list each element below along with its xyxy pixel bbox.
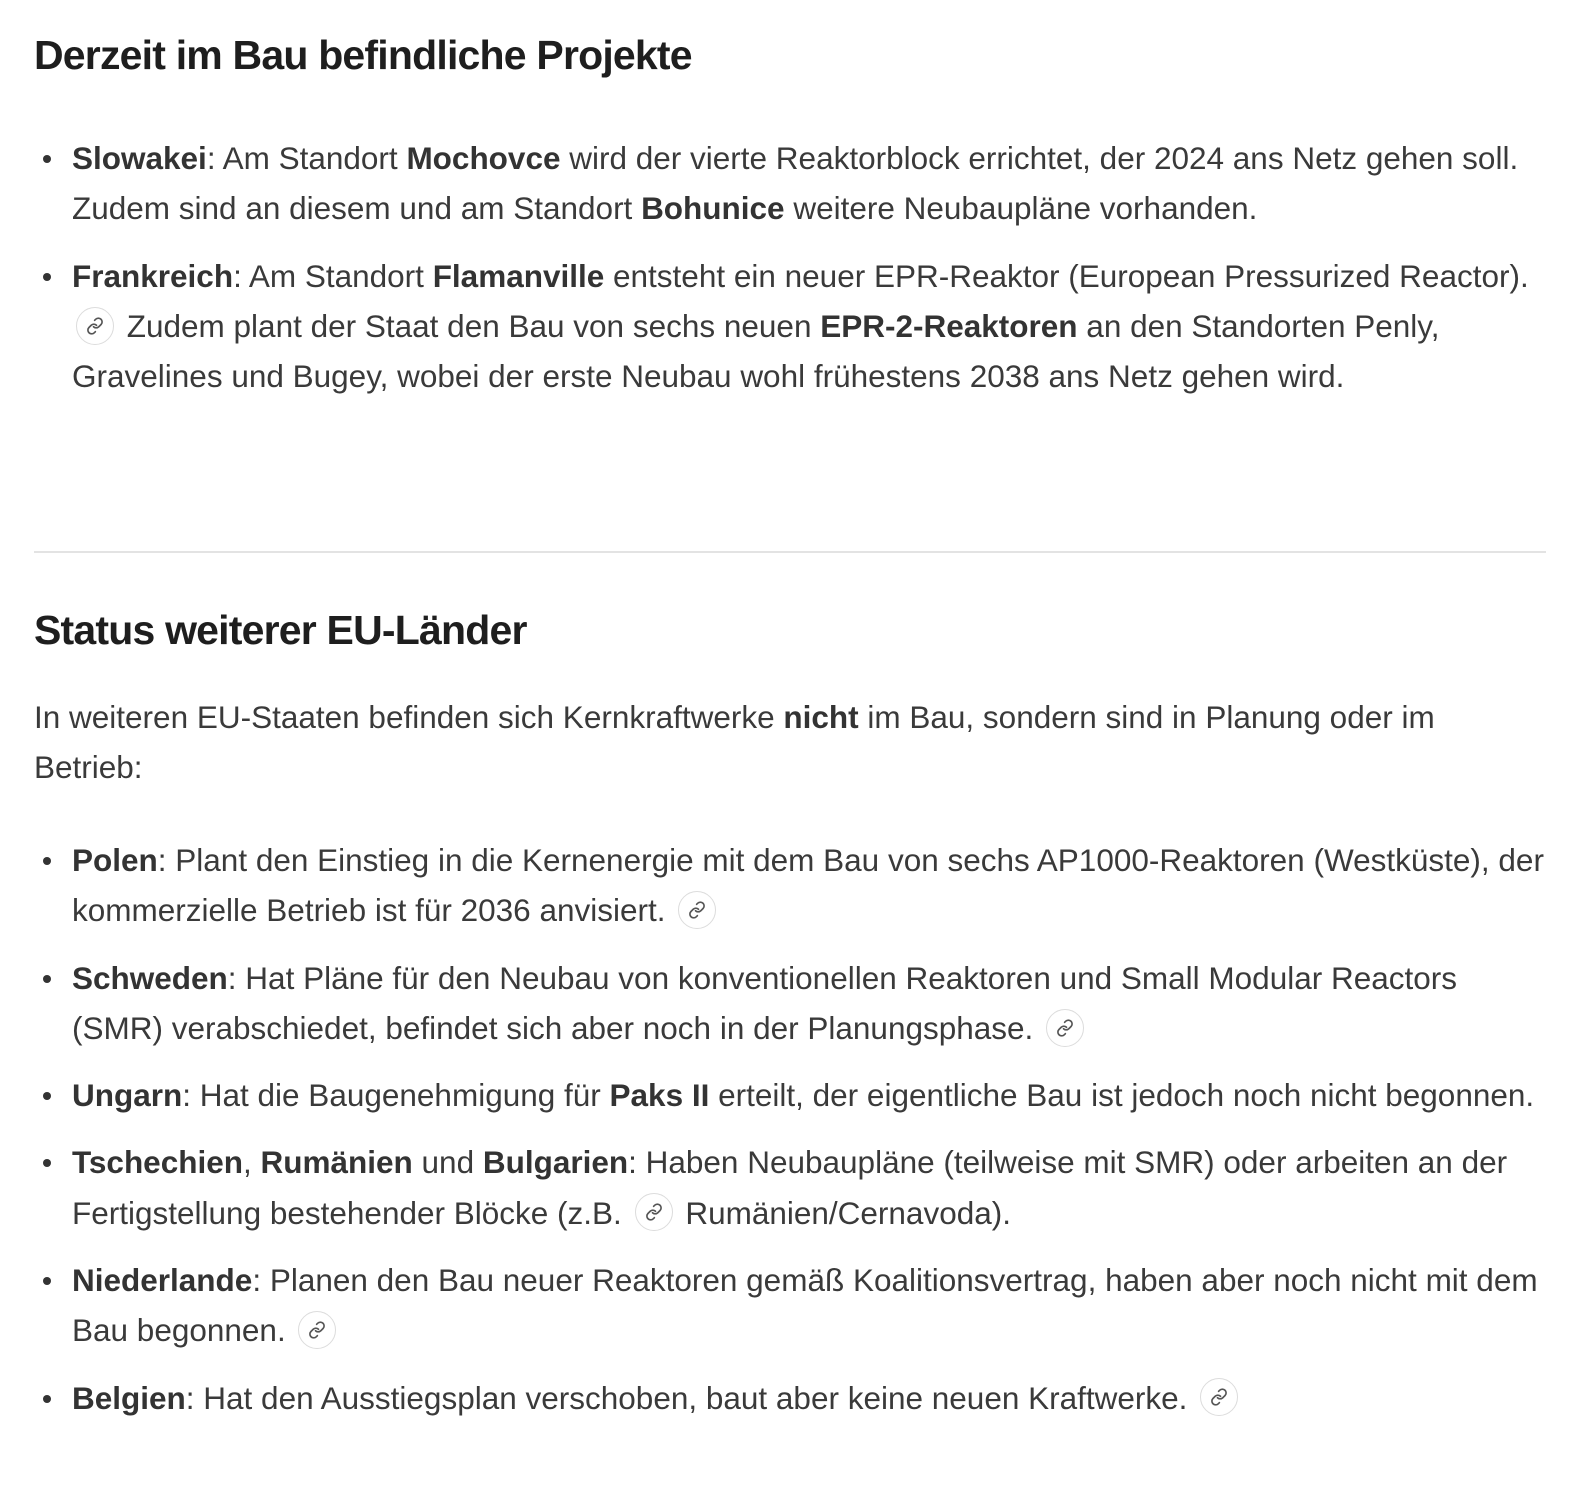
- citation-link-button[interactable]: [1046, 1009, 1084, 1047]
- link-icon: [308, 1321, 326, 1339]
- construction-list: [34, 133, 1546, 418]
- link-icon: [1056, 1019, 1074, 1037]
- list-item-slowakei: Slowakei: Am Standort Mochovce wird der vierte Reaktorblock errichtet, der 2024 ans Netz gehen soll. Zudem sind an diesem und am Standort Bohunice weitere Neubaupläne vorhanden.: [34, 133, 1546, 234]
- country-name: Frankreich: [72, 257, 234, 294]
- link-icon: [645, 1203, 663, 1221]
- list-item-tschechien-rumaenien-bulgarien: Tschechien, Rumänien und Bulgarien: Haben Neubaupläne (teilweise mit SMR) oder arbeiten an der Fertigstellung bestehender Blöcke (z.B. Rumänien/Cernavoda).: [34, 1137, 1546, 1238]
- country-name: Polen: [72, 842, 158, 878]
- country-name: Tschechien: [72, 1144, 243, 1181]
- list-item-ungarn: Ungarn: Hat die Baugenehmigung für Paks II erteilt, der eigentliche Bau ist jedoch noch nicht begonnen.: [34, 1070, 1546, 1120]
- link-icon: [688, 901, 706, 919]
- site-name: Mochovce: [406, 140, 561, 176]
- intro-paragraph: In weiteren EU-Staaten befinden sich Kernkraftwerke nicht im Bau, sondern sind in Planung oder im Betrieb:: [34, 699, 1435, 786]
- country-name: Bulgarien: [482, 1144, 629, 1181]
- section-heading-construction: Derzeit im Bau befindliche Projekte: [34, 32, 692, 78]
- section-heading-eu-status: Status weiterer EU-Länder: [34, 607, 527, 653]
- citation-link-button[interactable]: [1200, 1378, 1238, 1416]
- country-name: Niederlande: [72, 1262, 253, 1299]
- reactor-name: EPR-2-Reaktoren: [820, 307, 1078, 344]
- eu-status-list: [34, 835, 1546, 1440]
- citation-link-button[interactable]: [76, 307, 114, 345]
- citation-link-button[interactable]: [298, 1311, 336, 1349]
- site-name: Bohunice: [641, 190, 785, 227]
- link-icon: [1210, 1388, 1228, 1406]
- citation-link-button[interactable]: [635, 1193, 673, 1231]
- country-name: Belgien: [72, 1379, 186, 1416]
- country-name: Schweden: [72, 959, 228, 996]
- citation-link-button[interactable]: [678, 891, 716, 929]
- list-item-polen: Polen: Plant den Einstieg in die Kernenergie mit dem Bau von sechs AP1000-Reaktoren (Westküste), der kommerzielle Betrieb ist für 2036 anvisiert.: [34, 835, 1546, 936]
- country-name: Rumänien: [260, 1144, 413, 1181]
- list-item-schweden: Schweden: Hat Pläne für den Neubau von konventionellen Reaktoren und Small Modular Reactors (SMR) verabschiedet, befindet sich aber noch in der Planungsphase.: [34, 953, 1546, 1054]
- list-item-frankreich: Frankreich: Am Standort Flamanville entsteht ein neuer EPR-Reaktor (European Pressurized Reactor). Zudem plant der Staat den Bau von sechs neuen EPR-2-Reaktoren an den Standorten Penly, Gravelines und Bugey, wobei der erste Neubau wohl frühestens 2038 ans Netz gehen wird.: [34, 251, 1546, 402]
- list-item-niederlande: Niederlande: Planen den Bau neuer Reaktoren gemäß Koalitionsvertrag, haben aber noch nicht mit dem Bau begonnen.: [34, 1255, 1546, 1356]
- project-name: Paks II: [609, 1077, 710, 1114]
- list-item-belgien: Belgien: Hat den Ausstiegsplan verschoben, baut aber keine neuen Kraftwerke.: [34, 1373, 1546, 1423]
- country-name: Ungarn: [72, 1077, 183, 1114]
- country-name: Slowakei: [72, 140, 207, 176]
- section-divider: [34, 551, 1546, 553]
- link-icon: [86, 317, 104, 335]
- site-name: Flamanville: [432, 257, 605, 294]
- emphasis-text: nicht: [783, 699, 859, 735]
